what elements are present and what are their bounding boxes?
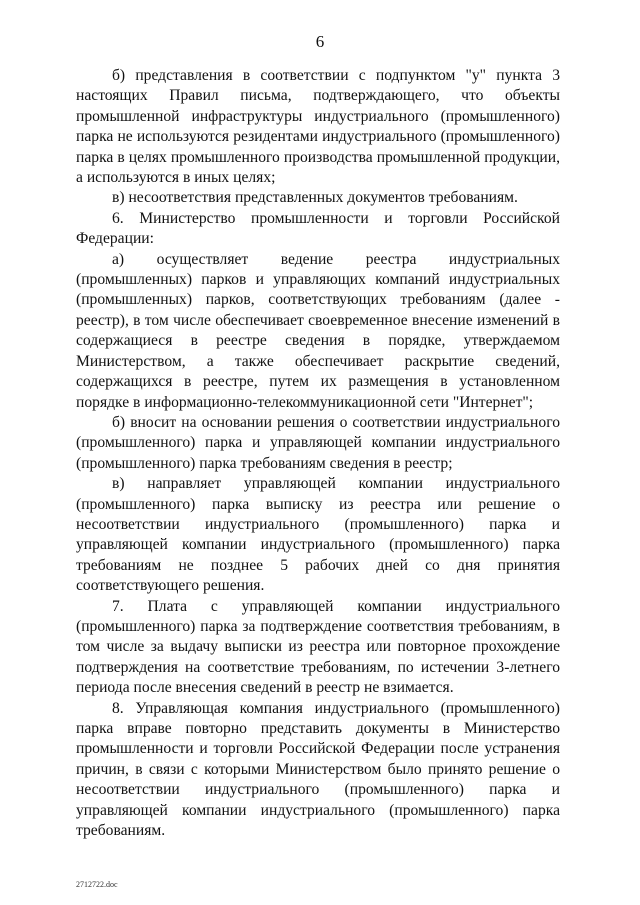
paragraph-8-resubmit: 8. Управляющая компания индустриального (промышленного) парка вправе повторно представить документы в Министерство промышленности и торговли Российской Федерации после устранения причин, в связи с которыми Министерством было принято решение о несоответствии индустриального (промышленного) парка и управляющей компании индустриального (промышленного) парка требованиям. xyxy=(76,699,560,840)
paragraph-6v-extract: в) направляет управляющей компании индустриального (промышленного) парка выписку из реестра или решение о несоответствии индустриального (промышленного) парка и управляющей компании индустриального (промышленного) парка требованиям не позднее 5 рабочих дней со дня принятия соответствующего решения. xyxy=(76,475,560,595)
paragraph-6-ministry: 6. Министерство промышленности и торговли Российской Федерации: xyxy=(76,209,560,248)
paragraph-6b-entry: б) вносит на основании решения о соответствии индустриального (промышленного) парка и управляющей компании индустриального (промышленного) парка требованиям сведения в реестр; xyxy=(76,413,560,472)
paragraph-6a-registry: а) осуществляет ведение реестра индустриальных (промышленных) парков и управляющих компаний индустриальных (промышленных) парков, соответствующих требованиям (далее - реестр), в том числе обеспечивает своевременное внесение изменений в содержащиеся в реестре сведения в порядке, утверждаемом Министерством, а также обеспечивает раскрытие сведений, содержащихся в реестре, путем их размещения в установленном порядке в информационно-телекоммуникационной сети "Интернет"; xyxy=(76,250,560,411)
footer-file-code: 2712722.doc xyxy=(76,880,118,889)
document-body xyxy=(76,66,560,841)
paragraph-7-fee: 7. Плата с управляющей компании индустриального (промышленного) парка за подтверждение соответствия требованиям, в том числе за выдачу выписки из реестра или повторное прохождение подтверждения на соответствие требованиям, по истечении 3-летнего периода после внесения сведений в реестр не взимается. xyxy=(76,597,560,697)
paragraph-b-letter: б) представления в соответствии с подпунктом "у" пункта 3 настоящих Правил письма, подтверждающего, что объекты промышленной инфраструктуры индустриального (промышленного) парка не используются резидентами индустриального (промышленного) парка в целях промышленного производства промышленной продукции, а используются в иных целях; xyxy=(76,67,560,187)
paragraph-v-documents: в) несоответствия представленных документов требованиям. xyxy=(112,189,518,207)
page-number: 6 xyxy=(315,32,325,51)
